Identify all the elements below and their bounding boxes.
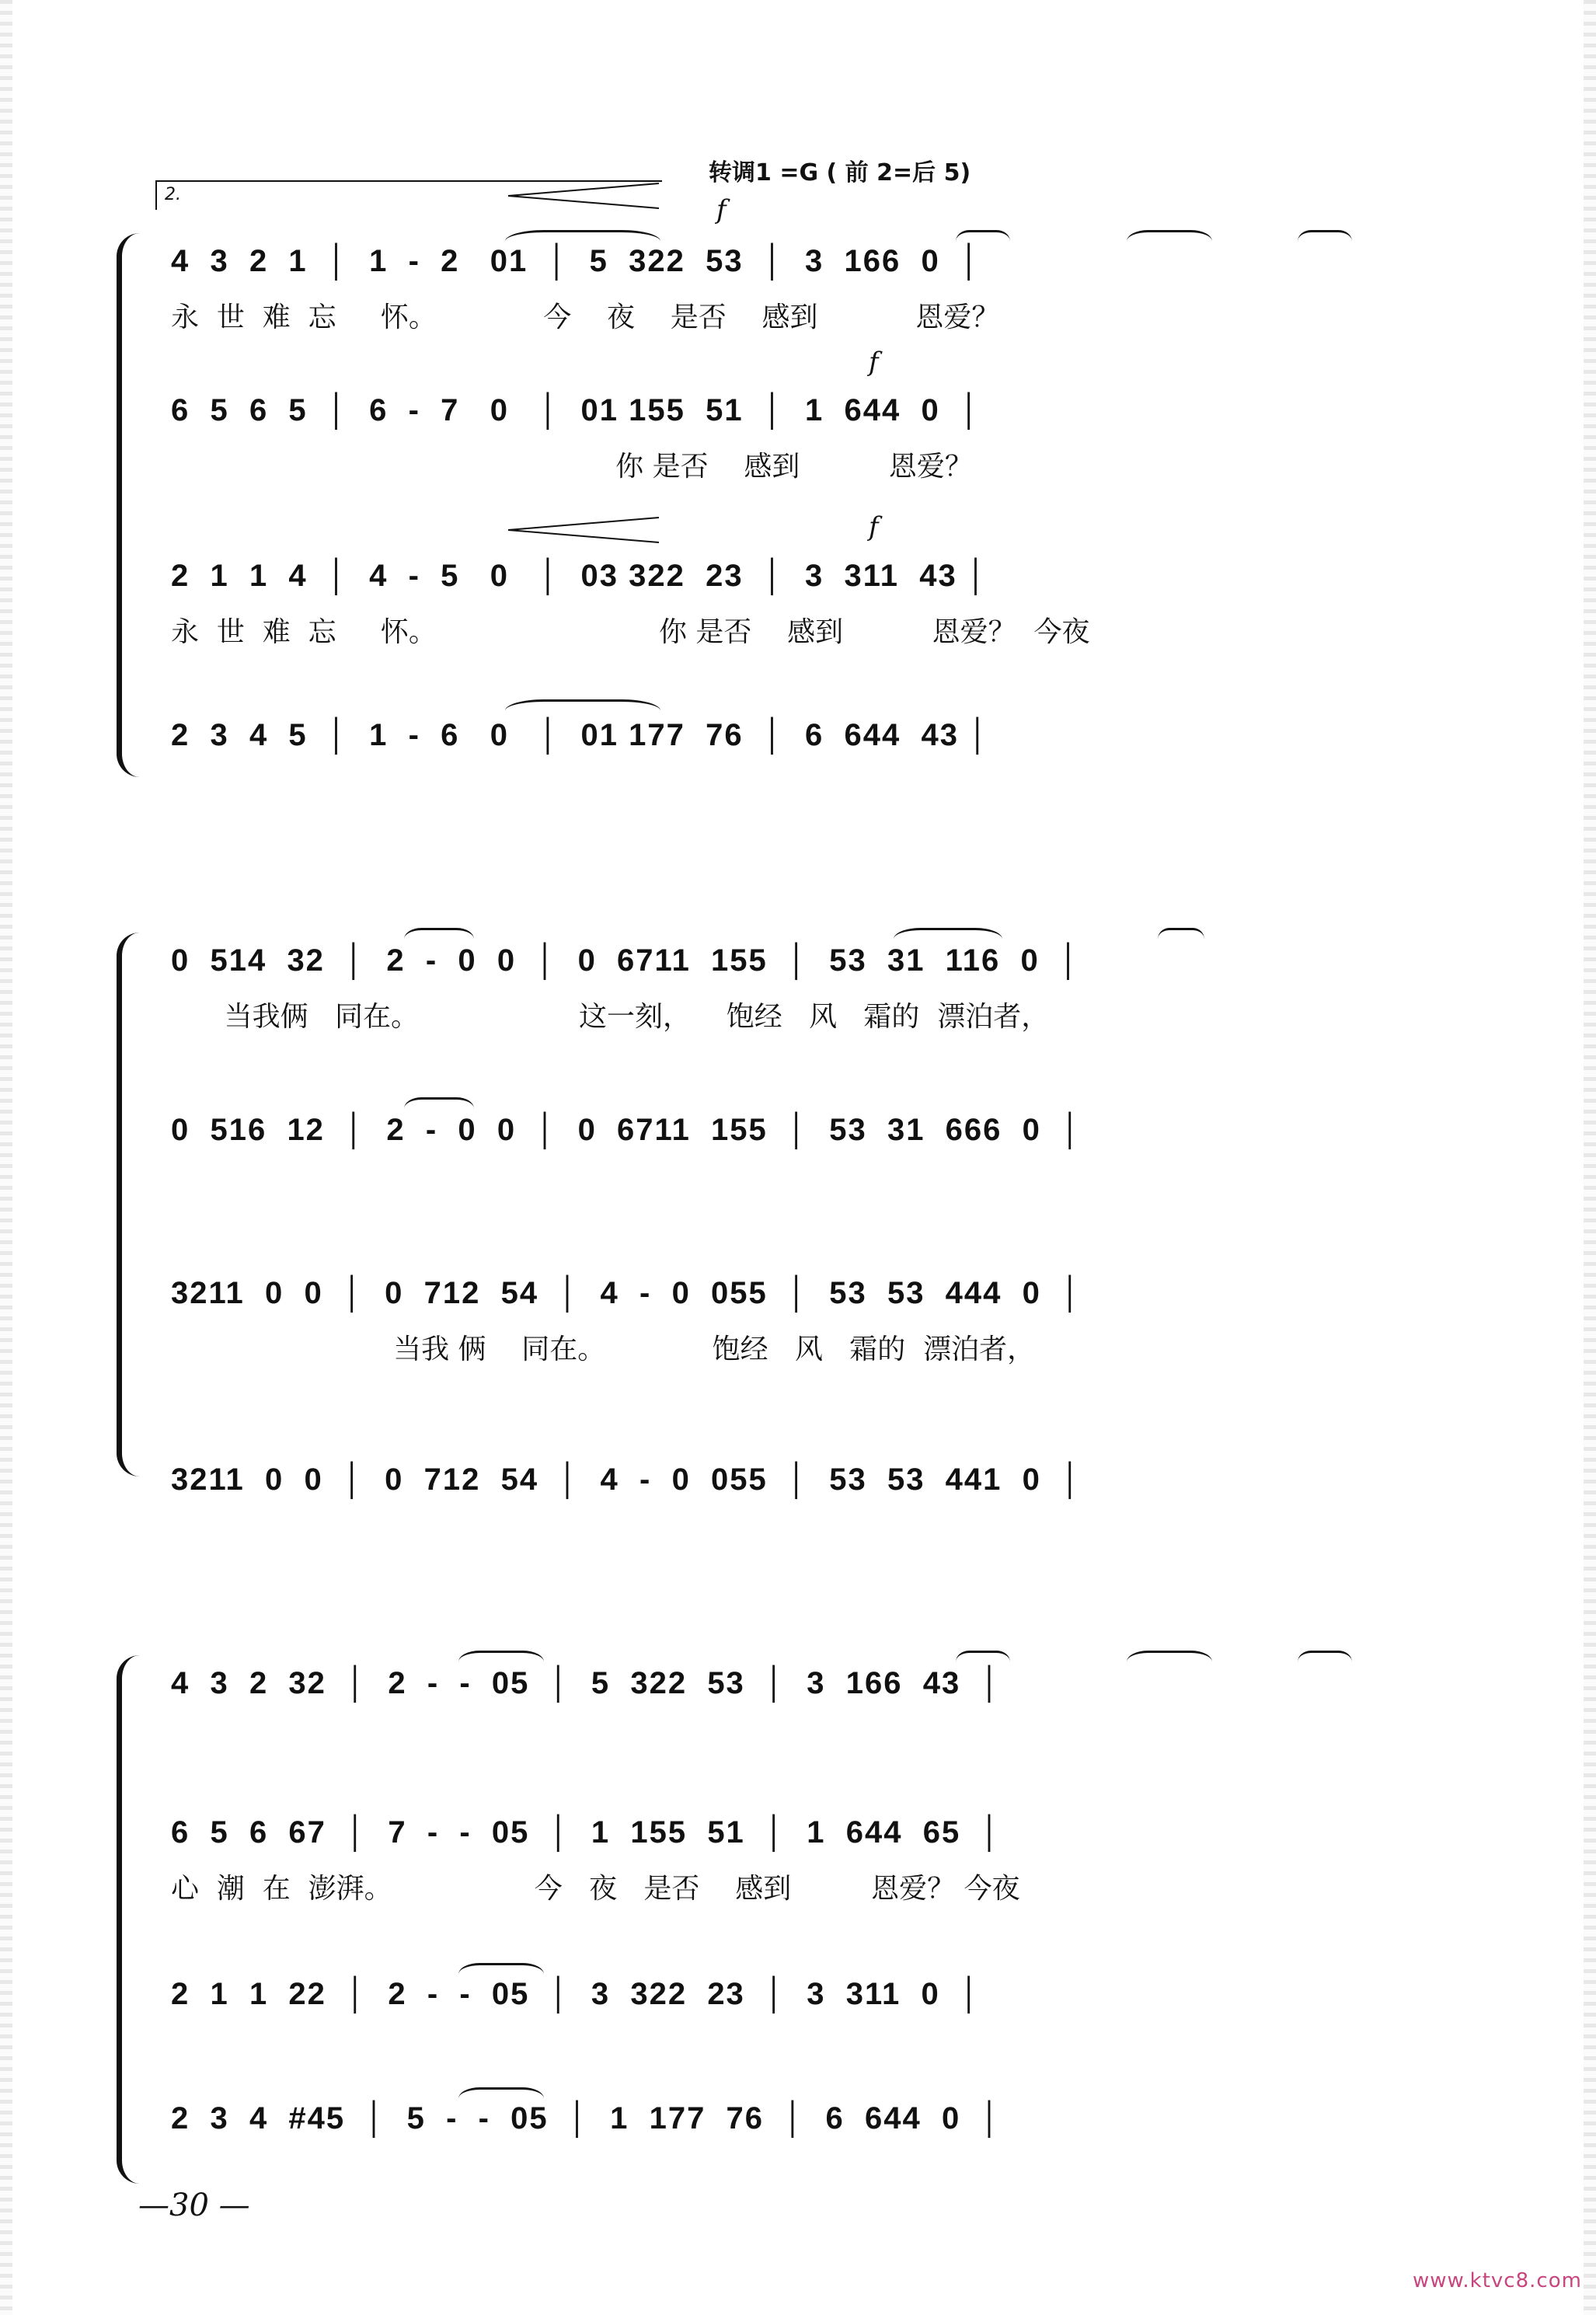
lyric-line xyxy=(171,769,1492,808)
key-change-marking: 转调1 =G ( 前 2=后 5) xyxy=(709,159,971,187)
lyric-line: 永 世 难 忘 怀。 今 夜 是否 感到 恩爱？ xyxy=(171,302,1000,333)
slur-mark xyxy=(458,2087,544,2110)
lyric-line: 心 潮 在 澎湃。 今 夜 是否 感到 恩爱？ 今夜 xyxy=(171,1873,1020,1905)
staff-soprano xyxy=(117,1655,1492,1787)
lyric-line: 当我 俩 同在。 饱经 风 霜的 漂泊者， xyxy=(171,1334,1036,1365)
lyric-line xyxy=(171,1514,1492,1553)
slur-mark xyxy=(404,1097,474,1120)
dynamic-mark: f xyxy=(869,347,879,378)
slur-mark xyxy=(458,1651,544,1673)
notation-line: 2 3 4 #45 │ 5 - - 05 │ 1 177 76 │ 6 644 0 │ xyxy=(171,2101,1002,2135)
notation-line: 6 5 6 5 │ 6 - 7 0 │ 01 155 51 │ 1 644 0 │ xyxy=(171,392,981,427)
slur-mark xyxy=(1127,230,1212,253)
staff-alto xyxy=(117,1804,1492,1937)
left-page-edge xyxy=(0,0,12,2315)
slur-mark xyxy=(1127,1651,1212,1673)
slur-mark xyxy=(1158,928,1204,950)
page-number: —30 — xyxy=(138,2188,250,2223)
dynamic-mark: f xyxy=(869,511,879,542)
slur-mark xyxy=(1298,1651,1352,1673)
notation-line: 2 3 4 5 │ 1 - 6 0 │ 01 177 76 │ 6 644 43 │ xyxy=(171,717,991,752)
slur-mark xyxy=(505,230,660,253)
staff-bass xyxy=(117,1452,1492,1584)
crescendo-hairpin xyxy=(505,182,660,210)
lyric-line xyxy=(171,2028,1492,2067)
lyric-line: 永 世 难 忘 怀。 你 是否 感到 恩爱？ 今夜 xyxy=(171,616,1090,648)
staff-tenor xyxy=(117,1265,1492,1397)
staff-alto xyxy=(117,1102,1492,1234)
score-system-1 xyxy=(117,233,1492,777)
lyric-line: 你 是否 感到 恩爱？ xyxy=(171,451,973,483)
slur-mark xyxy=(956,1651,1010,1673)
slur-mark xyxy=(505,699,660,722)
notation-line: 2 1 1 4 │ 4 - 5 0 │ 03 322 23 │ 3 311 43 │ xyxy=(171,558,988,593)
notation-line: 2 1 1 22 │ 2 - - 05 │ 3 322 23 │ 3 311 0 │ xyxy=(171,1976,981,2011)
notation-line: 0 516 12 │ 2 - 0 0 │ 0 6711 155 │ 53 31 666 0 │ xyxy=(171,1112,1083,1147)
notation-line: 4 3 2 32 │ 2 - - 05 │ 5 322 53 │ 3 166 43 │ xyxy=(171,1665,1002,1700)
dynamic-mark: f xyxy=(716,194,727,225)
staff-soprano xyxy=(117,933,1492,1065)
lyric-line xyxy=(171,1717,1492,1756)
staff-tenor xyxy=(117,548,1492,680)
slur-mark xyxy=(956,230,1010,253)
staff-bass xyxy=(117,2090,1492,2223)
right-page-edge xyxy=(1584,0,1596,2315)
score-system-3 xyxy=(117,1655,1492,2184)
notation-line: 3211 0 0 │ 0 712 54 │ 4 - 0 055 │ 53 53 441 0 │ xyxy=(171,1462,1083,1497)
notation-line: 6 5 6 67 │ 7 - - 05 │ 1 155 51 │ 1 644 65 │ xyxy=(171,1815,1002,1850)
lyric-line xyxy=(171,2153,1492,2191)
lyric-line xyxy=(171,1164,1492,1203)
score-system-2 xyxy=(117,933,1492,1497)
staff-bass xyxy=(117,707,1492,839)
volta-label: 2. xyxy=(165,185,181,204)
slur-mark xyxy=(1298,230,1352,253)
watermark: www.ktvc8.com xyxy=(1413,2269,1582,2292)
staff-soprano xyxy=(117,233,1492,365)
staff-alto xyxy=(117,382,1492,514)
staff-tenor xyxy=(117,1966,1492,2098)
slur-mark xyxy=(404,928,474,950)
slur-mark xyxy=(894,928,1002,950)
notation-line: 3211 0 0 │ 0 712 54 │ 4 - 0 055 │ 53 53 444 0 │ xyxy=(171,1275,1083,1310)
slur-mark xyxy=(458,1963,544,1986)
notation-line: 4 3 2 1 │ 1 - 2 01 │ 5 322 53 │ 3 166 0 │ xyxy=(171,243,981,278)
notation-line: 0 514 32 │ 2 - 0 0 │ 0 6711 155 │ 53 31 116 0 │ xyxy=(171,943,1081,978)
lyric-line: 当我俩 同在。 这一刻， 饱经 风 霜的 漂泊者， xyxy=(171,1001,1050,1033)
